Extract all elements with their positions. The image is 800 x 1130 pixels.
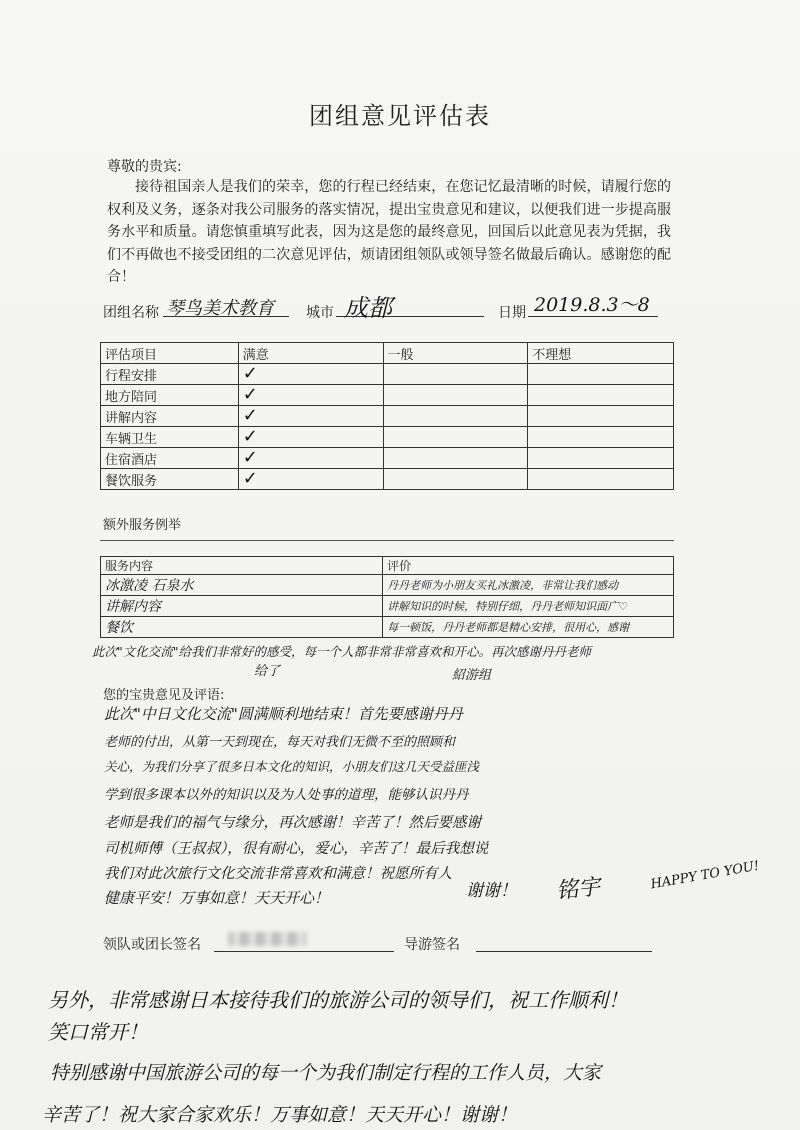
evaluation-header-row: [101, 343, 674, 364]
checkmark-icon: ✓: [242, 447, 258, 468]
header-item: 评估项目: [101, 343, 239, 364]
redacted-signature: [228, 932, 306, 946]
comment-line: 关心，为我们分享了很多日本文化的知识，小朋友们这几天受益匪浅: [104, 759, 480, 774]
table-row: [101, 469, 674, 490]
eval-item: 住宿酒店: [101, 448, 239, 469]
eval-item: 地方陪同: [101, 385, 239, 406]
header-satisfied: 满意: [238, 343, 383, 364]
greeting: 尊敬的贵宾:: [107, 159, 182, 175]
comment-line: 此次"中日文化交流"圆满顺利地结束！首先要感谢丹丹: [104, 705, 463, 723]
group-name-label: 团组名称: [103, 305, 159, 321]
leader-signature-label: 领队或团长签名: [103, 937, 201, 953]
checkmark-icon: ✓: [242, 426, 258, 447]
divider: [100, 540, 674, 541]
guide-signature-line: [476, 951, 652, 952]
service-text: 冰激凌 石泉水: [105, 578, 194, 594]
table-row: [101, 406, 674, 427]
handwritten-insert: 紹游组: [452, 668, 492, 683]
extra-services-table: [100, 556, 674, 638]
table-row: [101, 427, 674, 448]
leader-signature-line: [214, 951, 394, 952]
header-average: 一般: [383, 343, 528, 364]
service-text: 餐饮: [105, 620, 133, 636]
guide-signature-label: 导游签名: [404, 937, 460, 953]
extra-header-row: [101, 557, 674, 575]
comment-line: 我们对此次旅行文化交流非常喜欢和满意！祝愿所有人: [104, 866, 452, 882]
city-label: 城市: [306, 305, 334, 321]
handwritten-insert: 给了: [254, 664, 281, 679]
city-value: 成都: [344, 294, 392, 322]
comment-line: 司机师傅（王叔叔），很有耐心，爱心，辛苦了！最后我想说: [104, 841, 489, 857]
group-name-value: 琴鸟美术教育: [166, 298, 274, 319]
thanks-text: 谢谢！: [466, 881, 517, 901]
bottom-note: 辛苦了！祝大家合家欢乐！万事如意！天天开心！谢谢！: [42, 1104, 518, 1126]
header-comment: 评价: [383, 557, 674, 575]
evaluation-table: [100, 342, 674, 490]
checkmark-icon: ✓: [242, 468, 258, 489]
eval-item: 行程安排: [101, 364, 239, 385]
checkmark-icon: ✓: [242, 405, 258, 426]
comment-line: 学到很多课本以外的知识以及为人处事的道理，能够认识丹丹: [104, 787, 469, 803]
table-row: [101, 364, 674, 385]
intro-paragraph: 接待祖国亲人是我们的荣幸，您的行程已经结束，在您记忆最清晰的时候，请履行您的权利及义务，逐条对我公司服务的落实情况，提出宝贵意见和建议，以便我们进一步提高服务水平和质量。请您慎重填写此表，因为这是您的最终意见，回国后以此意见表为凭据，我们不再做也不接受团组的二次意见评估，烦请团组领队或领导签名做最后确认。感谢您的配合！: [107, 179, 671, 285]
form-title: 团组意见评估表: [309, 102, 491, 130]
comment-text: 每一顿饭，丹丹老师都是精心安排，很用心，感谢: [387, 621, 630, 634]
table-row: [101, 596, 674, 617]
eval-item: 餐饮服务: [101, 469, 239, 490]
comment-text: 讲解知识的时候，特别仔细，丹丹老师知识面广♡: [387, 600, 629, 613]
header-service: 服务内容: [101, 557, 383, 575]
bottom-note: 另外，非常感谢日本接待我们的旅游公司的领导们，祝工作顺利！: [48, 988, 628, 1012]
extra-services-heading: 额外服务例举: [103, 518, 182, 533]
handwritten-signature: 铭宇: [555, 874, 602, 905]
comment-line: 健康平安！万事如意！天天开心！: [104, 889, 330, 907]
comment-line: 老师是我们的福气与缘分，再次感谢！辛苦了！然后要感谢: [104, 815, 481, 831]
table-row: [101, 617, 674, 638]
service-text: 讲解内容: [105, 599, 161, 615]
table-row: [101, 575, 674, 596]
checkmark-icon: ✓: [242, 384, 258, 405]
comment-text: 丹丹老师为小朋友买礼冰激凌，非常让我们感动: [387, 579, 619, 592]
header-unsatisfied: 不理想: [528, 343, 674, 364]
table-row: [101, 448, 674, 469]
date-value: 2019.8.3～8: [534, 294, 650, 316]
overflow-handwriting: 此次"文化交流"给我们非常好的感受，每一个人都非常非常喜欢和开心。再次感谢丹丹老师: [92, 644, 592, 659]
table-row: [101, 385, 674, 406]
eval-item: 讲解内容: [101, 406, 239, 427]
bottom-note: 笑口常开！: [48, 1020, 148, 1044]
eval-item: 车辆卫生: [101, 427, 239, 448]
comment-line: 老师的付出，从第一天到现在，每天对我们无微不至的照顾和: [104, 735, 456, 750]
bottom-note: 特别感谢中国旅游公司的每一个为我们制定行程的工作人员，大家: [50, 1062, 602, 1084]
comments-label: 您的宝贵意见及评语:: [103, 688, 225, 703]
happy-text: HAPPY TO YOU!: [649, 858, 761, 893]
date-label: 日期: [498, 305, 526, 321]
checkmark-icon: ✓: [242, 363, 258, 384]
